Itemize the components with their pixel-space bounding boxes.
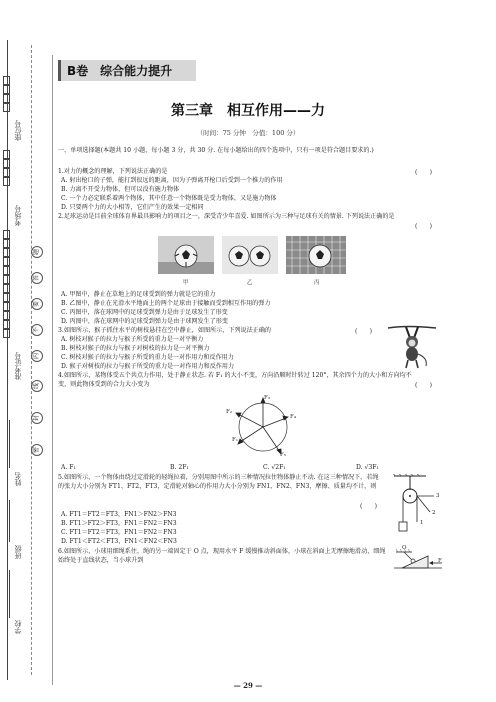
force-f1-label: F₁	[232, 437, 239, 443]
figure-five-forces-diagram	[228, 392, 298, 462]
seal-char: 要	[31, 298, 43, 310]
school-field[interactable]	[9, 570, 10, 618]
seal-char: 不	[31, 324, 43, 336]
question-5-stem: 5.如图所示，一个物体由绕过定滑轮的轻绳拉着，分别用图中所示的三种情况拉住物体静止不动. 在这三种情况下，若绳的张力大小分别为 FT1、FT2、FT3，定滑轮对轴心的作用力大小分别为 FN1、FN2、FN3，摩擦、质量均不计，则	[58, 474, 379, 491]
page-number: — 29 —	[233, 681, 263, 690]
q4-option-b: B. 2F₁	[170, 464, 189, 471]
question-6-stem: 6.如图所示，小球用细绳系住，绳的另一端固定于 O 点，现用水平 F 缓慢推动斜面体，小球在斜面上无摩擦地滑动，细绳始终处于直线状态，当小球升到	[58, 548, 386, 565]
school-label: 学校	[14, 620, 22, 634]
question-4-answer-blank[interactable]: ( )	[415, 382, 432, 389]
figure-pulley-diagram	[390, 474, 442, 536]
q5-option-d: D. FT1＜FT2＜FT3，FN1＜FN2＜FN3	[61, 538, 177, 545]
figure-yi-two-footballs	[222, 236, 278, 274]
section-banner	[58, 60, 196, 81]
q4-option-d: D. √3F₁	[356, 464, 379, 471]
seal-char: 密	[31, 444, 43, 456]
question-1-answer-blank[interactable]: ( )	[415, 169, 432, 176]
force-f2-label: F₂	[226, 409, 233, 415]
q1-option-d: D. 只要两个力的大小相等，它们产生的效果一定相同	[61, 204, 204, 211]
question-4-stem: 4.如图所示，某物体受五个共点力作用，处于静止状态. 若 F₁ 的大小不变，方向沿顺时针转过 120°，其余四个力的大小和方向均不变，则此物体受到的合力大小变为	[58, 372, 412, 389]
force-f3-label: F₃	[264, 395, 271, 401]
question-1-stem: 1.对力的概念的理解，下列说法正确的是	[58, 168, 168, 175]
q1-option-a: A. 射出枪口的子弹，能打到很远的距离，因为子弹离开枪口后受到一个推力的作用	[61, 177, 283, 184]
question-3-answer-blank[interactable]: ( )	[355, 328, 372, 335]
class-field[interactable]	[9, 500, 10, 542]
question-5-answer-blank[interactable]: ( )	[360, 503, 377, 510]
force-f4-label: F₄	[290, 414, 297, 420]
admission-number-label: 准考证号	[14, 352, 22, 380]
part1-heading: 一、单项选择题(本题共 10 小题，每小题 3 分，共 30 分. 在每小题给出的四个选项中，只有一项是符合题目要求的.)	[58, 147, 374, 154]
q3-option-c: C. 树枝对猴子的拉力与猴子所受的重力是一对作用力和反作用力	[61, 354, 234, 361]
figure-incline-diagram	[392, 548, 444, 570]
pulley-label-2: 2	[432, 510, 436, 516]
q2-option-d: D. 丙图中，落在球网中的足球受到弹力是由于球网发生了形变	[61, 318, 228, 325]
q5-option-b: B. FT1＞FT2＞FT3，FN1＝FN2＝FN3	[61, 520, 177, 527]
seal-char: 线	[31, 380, 43, 392]
content-left-rule	[52, 55, 53, 685]
figure-jia-football-on-grass	[158, 236, 214, 274]
seal-char: 答	[31, 272, 43, 284]
seal-char: 封	[31, 412, 43, 424]
chapter-title: 第三章 相互作用——力	[171, 103, 325, 119]
force-f5-label: F₅	[280, 452, 287, 458]
class-label: 班级	[14, 545, 22, 559]
figure-yi-label: 乙	[247, 280, 253, 286]
q2-option-a: A. 甲图中，静止在草地上的足球受到的弹力就是它的重力	[61, 291, 216, 298]
exam-room-boxes[interactable]	[3, 150, 10, 186]
q4-option-c: C. √2F₁	[263, 464, 286, 471]
q5-option-a: A. FT1＝FT2＝FT3，FN1＞FN2＞FN3	[61, 511, 177, 518]
q2-option-b: B. 乙图中，静止在光滑水平地面上的两个足球由于接触而受到相互作用的弹力	[61, 300, 271, 307]
q3-option-d: D. 猴子对树枝的拉力与猴子所受的重力是一对作用力和反作用力	[61, 363, 235, 370]
seal-char: 题	[31, 246, 43, 258]
q3-option-a: A. 树枝对猴子的拉力与猴子所受的重力是一对平衡力	[61, 336, 204, 343]
question-2-answer-blank[interactable]: ( )	[415, 223, 432, 230]
incline-o-label: O	[402, 545, 407, 551]
exam-info: （时间：75 分钟 分值：100 分）	[196, 129, 300, 137]
q2-option-c: C. 丙图中，落在球网中的足球受到弹力是由于足球发生了形变	[61, 309, 228, 316]
pulley-label-3: 3	[436, 493, 440, 499]
q1-option-c: C. 一个力必定联系着两个物体，其中任意一个物体既是受力物体，又是施力物体	[61, 195, 277, 202]
q5-option-c: C. FT1＝FT2＝FT3，FN1＝FN2＝FN3	[61, 529, 177, 536]
seat-number-label: 座位号	[14, 120, 22, 141]
question-3-stem: 3.如图所示，猴子抓住水平的树枝悬挂在空中静止，如图所示，下列说法正确的	[58, 327, 272, 334]
figure-bing-label: 丙	[314, 280, 320, 286]
section-label: B卷 综合能力提升	[67, 64, 173, 78]
name-label: 姓名	[14, 472, 22, 486]
exam-room-label: 考场号	[14, 205, 22, 226]
name-field[interactable]	[9, 420, 10, 468]
q1-option-b: B. 力离不开受力物体，但可以没有施力物体	[61, 186, 180, 193]
figure-bing-football-in-net	[286, 236, 346, 274]
figure-monkey-on-branch	[386, 322, 438, 372]
q4-option-a: A. F₁	[61, 464, 76, 471]
seal-char: 内	[31, 350, 43, 362]
question-2-stem: 2.足球运动是目前全球体育界最具影响力的项目之一，深受青少年喜爱. 如图所示为三种与足球有关的情景. 下列说法正确的是	[58, 213, 395, 220]
figure-jia-label: 甲	[183, 280, 189, 286]
incline-f-label: F	[438, 558, 442, 564]
admission-number-boxes[interactable]	[3, 230, 10, 338]
pulley-label-1: 1	[420, 520, 424, 526]
q3-option-b: B. 树枝对猴子的拉力与猴子对树枝的拉力是一对平衡力	[61, 345, 210, 352]
